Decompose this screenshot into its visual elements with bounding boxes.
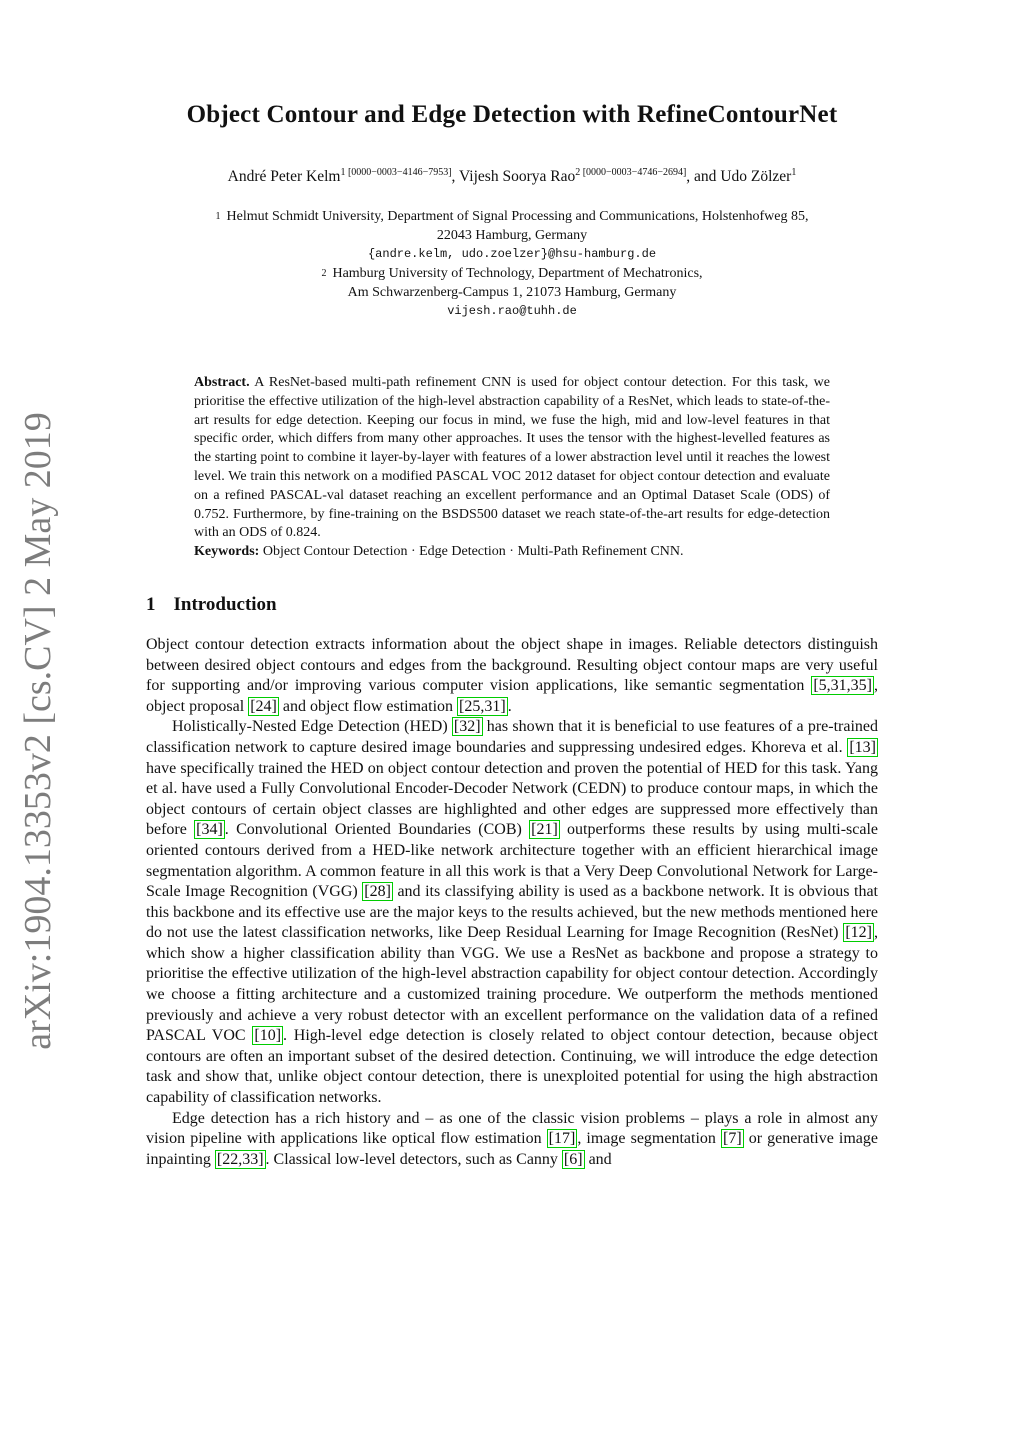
affiliation-email: {andre.kelm, udo.zoelzer}@hsu-hamburg.de (367, 247, 657, 261)
keywords-text: Object Contour Detection · Edge Detection · Multi-Path Refinement CNN. (262, 544, 684, 560)
paragraph-text: Edge detection has a rich history and – as one of the classic vision problems – plays a role in almost any vision pipeline with applications like optical flow estimation (146, 1109, 878, 1148)
citation-link[interactable]: [21] (531, 821, 558, 839)
paragraph-text: Holistically-Nested Edge Detection (HED) (172, 718, 452, 736)
paragraph-text: . Classical low-level detectors, such as Canny (265, 1150, 562, 1168)
paper-content (146, 100, 878, 1170)
paragraph-text: Object contour detection extracts information about the object shape in images. Reliable detectors distinguish between desired object contours and edges from the background. Resulting object contour maps are very useful for supporting and/or improving various computer vision applications, like semantic segmentation (146, 635, 878, 695)
author-affiliation-mark: 1 (791, 166, 797, 178)
citation-link[interactable]: [25,31] (459, 697, 506, 715)
citation-link[interactable]: [32] (453, 718, 481, 736)
author-separator: , (451, 168, 460, 185)
paragraph-text: outperforms these results by using multi-scale oriented contours derived from a HED-like network architecture together with an efficient hierarchical image segmentation algorithm. A common feature in all this work is that a Very Deep Convolutional Network for Large-Scale Image Recognition (VGG) (146, 821, 879, 901)
paragraph-text: , image segmentation (577, 1130, 722, 1148)
section-heading (146, 593, 878, 617)
affiliation-line (146, 207, 878, 226)
citation-link[interactable]: [34] (196, 821, 223, 839)
introduction-body (146, 635, 878, 1170)
author-orcid: 1 [0000−0003−4146−7953] (340, 166, 452, 178)
citation-link[interactable]: [6] (563, 1150, 583, 1168)
citation-link[interactable]: [7] (723, 1130, 742, 1148)
body-paragraph (146, 1109, 878, 1171)
author-name: André Peter Kelm (227, 168, 341, 185)
citation-link[interactable]: [13] (849, 738, 876, 756)
affiliation-line (146, 264, 878, 283)
keywords-label: Keywords: (194, 544, 260, 560)
body-paragraph (146, 635, 878, 717)
affiliation-line: Am Schwarzenberg-Campus 1, 21073 Hamburg, Germany (347, 285, 677, 300)
section-title: Introduction (173, 593, 277, 615)
citation-link[interactable]: [10] (254, 1027, 282, 1045)
affiliation-number: 2 (321, 268, 327, 279)
keywords-paragraph (194, 543, 830, 562)
abstract-block (194, 374, 830, 562)
citation-link[interactable]: [12] (845, 924, 872, 942)
affiliation-line: 22043 Hamburg, Germany (436, 228, 588, 243)
paper-title: Object Contour and Edge Detection with RefineContourNet (186, 101, 838, 128)
body-paragraph (146, 717, 878, 1108)
section-number: 1 (146, 593, 156, 615)
citation-link[interactable]: [22,33] (216, 1150, 264, 1168)
citation-link[interactable]: [28] (364, 883, 391, 901)
citation-link[interactable]: [17] (548, 1130, 576, 1148)
paragraph-text: , object proposal (146, 677, 878, 715)
affiliations (146, 207, 878, 321)
paragraph-text: and (584, 1150, 612, 1168)
citation-link[interactable]: [5,31,35] (813, 677, 872, 695)
paragraph-text: . (507, 697, 512, 715)
paragraph-text: , which show a higher classification ability than VGG. We use a ResNet as backbone and propose a strategy to prioritise the effective utilization of the high-level abstraction capability for object contour detection. Accordingly we choose a fitting architecture and a customized training procedure. We outperform the methods mentioned previously and achieve a very robust detector with an excellent performance on the validation data of a refined PASCAL VOC (146, 924, 878, 1045)
affiliation-number: 1 (215, 211, 221, 222)
paragraph-text: has shown that it is beneficial to use features of a pre-trained classification network to capture desired image boundaries and suppressing undesired edges. Khoreva et al. (146, 718, 878, 756)
author-name: Vijesh Soorya Rao (459, 168, 576, 185)
paragraph-text: . High-level edge detection is closely related to object contour detection, because object contours are often an important subset of the desired detection. Continuing, we will introduce the edge detection task and show that, unlike object contour detection, there is unexploited potential for using the high abstraction capability of classification networks. (146, 1027, 879, 1107)
paragraph-text: . Convolutional Oriented Boundaries (COB) (224, 821, 530, 839)
paragraph-text: and object flow estimation (278, 697, 458, 715)
affiliation-text: Hamburg University of Technology, Department of Mechatronics, (332, 266, 703, 281)
author-name: Udo Zölzer (720, 168, 792, 185)
author-list (146, 167, 878, 187)
author-orcid: 2 [0000−0003−4746−2694] (575, 166, 687, 178)
abstract-label: Abstract. (194, 375, 250, 390)
paragraph-text: or generative image inpainting (146, 1130, 878, 1168)
arxiv-identifier-stamp: arXiv:1904.13353v2 [cs.CV] 2 May 2019 (17, 412, 59, 1050)
citation-link[interactable]: [24] (250, 697, 277, 715)
abstract-paragraph (194, 374, 830, 543)
paragraph-text: and its classifying ability is used as a backbone network. It is obvious that this backbone and its effective use are the major keys to the results achieved, but the new methods mentioned here do not use the latest classification networks, like Deep Residual Learning for Image Recognition (ResNet) (146, 883, 878, 942)
abstract-text: A ResNet-based multi-path refinement CNN is used for object contour detection. For this task, we prioritise the effective utilization of the high-level abstraction capability of a ResNet, which leads to state-of-the-art results for edge detection. Keeping our focus in mind, we fuse the high, mid and low-level features in that specific order, which differs from many other approaches. It uses the tensor with the highest-levelled features as the starting point to combine it layer-by-layer with features of a lower abstraction level until it reaches the lowest level. We train this network on a modified PASCAL VOC 2012 dataset for object contour detection and evaluate on a refined PASCAL-val dataset reaching an excellent performance and an Optimal Dataset Scale (ODS) of 0.752. Furthermore, by fine-training on the BSDS500 dataset we reach state-of-the-art results for edge-detection with an ODS of 0.824. (194, 375, 830, 541)
affiliation-email: vijesh.rao@tuhh.de (447, 304, 577, 318)
author-separator: , and (686, 168, 721, 185)
affiliation-text: Helmut Schmidt University, Department of Signal Processing and Communications, Holstenhofweg 85, (226, 209, 809, 224)
paragraph-text: have specifically trained the HED on object contour detection and proven the potential of HED for this task. Yang et al. have used a Fully Convolutional Encoder-Decoder Network (CEDN) to produce contour maps, in which the object contours of certain object classes are highlighted and other edges are suppressed more effectively than before (146, 759, 878, 839)
